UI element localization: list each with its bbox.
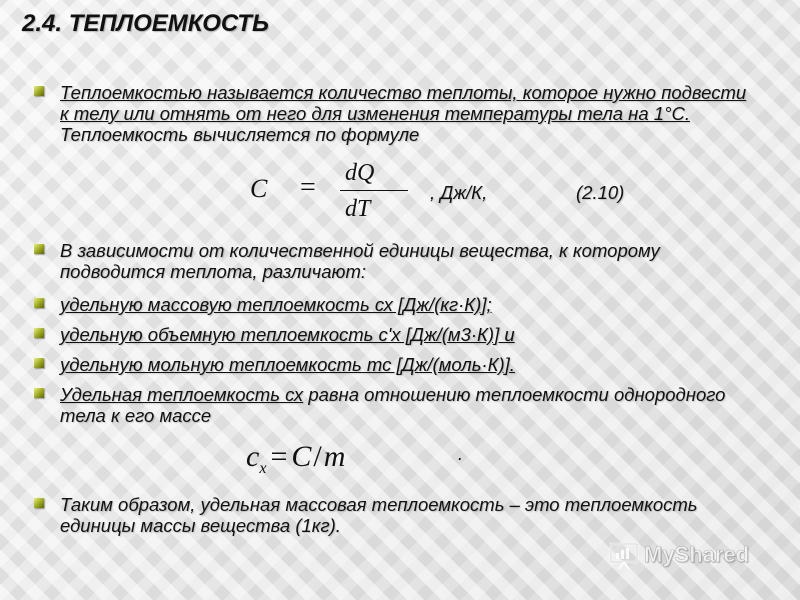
formula2-dot: . bbox=[458, 444, 464, 464]
specific-capacity-term: Удельная теплоемкость сх bbox=[60, 384, 304, 405]
formula-denominator: dT bbox=[345, 196, 371, 222]
presentation-board-icon bbox=[608, 540, 642, 570]
definition-continuation: Теплоемкость вычисляется по формуле bbox=[60, 124, 420, 145]
list-item-text: удельную объемную теплоемкость с'х [Дж/(м3·К)] и bbox=[60, 324, 515, 345]
list-item-text bbox=[60, 384, 754, 426]
heat-capacity-formula bbox=[250, 160, 670, 230]
formula2-m: m bbox=[323, 440, 346, 473]
bullet-icon bbox=[34, 388, 44, 398]
formula2-subscript: x bbox=[259, 460, 267, 477]
list-item-text: удельную мольную теплоемкость тс [Дж/(моль·К)]. bbox=[60, 354, 515, 375]
formula2-c: c bbox=[246, 440, 260, 473]
list-item-text bbox=[60, 82, 754, 145]
formula-lhs: C bbox=[250, 174, 268, 203]
watermark-text: MyShared bbox=[644, 542, 750, 567]
formula-equals: = bbox=[300, 172, 316, 203]
list-item-types-intro bbox=[34, 240, 754, 282]
bullet-icon bbox=[34, 358, 44, 368]
list-item-molar-capacity bbox=[34, 354, 754, 375]
formula2-slash: / bbox=[313, 440, 322, 473]
list-item-text: удельную массовую теплоемкость сх [Дж/(кг·К)]; bbox=[60, 294, 492, 315]
fraction-bar bbox=[340, 190, 408, 191]
bullet-icon bbox=[34, 328, 44, 338]
list-item-volume-capacity bbox=[34, 324, 754, 345]
page-title: 2.4. ТЕПЛОЕМКОСТЬ bbox=[22, 10, 269, 37]
list-item-mass-capacity bbox=[34, 294, 754, 315]
formula2-C: C bbox=[291, 440, 312, 473]
specific-capacity-continuation: равна отношению теплоемкости однородного тела к его массе bbox=[60, 384, 726, 426]
specific-capacity-formula bbox=[246, 440, 486, 480]
list-item-definition bbox=[34, 82, 754, 145]
formula-unit: , Дж/К, bbox=[430, 182, 488, 203]
list-item-specific-capacity bbox=[34, 384, 754, 426]
bullet-icon bbox=[34, 86, 44, 96]
formula-numerator: dQ bbox=[345, 160, 375, 186]
formula2-equals: = bbox=[270, 440, 288, 473]
list-item-text: Таким образом, удельная массовая теплоемкость – это теплоемкость единицы массы вещества (1кг). bbox=[60, 494, 698, 536]
bullet-icon bbox=[34, 298, 44, 308]
watermark-logo bbox=[608, 540, 778, 570]
list-item-conclusion bbox=[34, 494, 754, 536]
bullet-icon bbox=[34, 498, 44, 508]
formula-reference: (2.10) bbox=[576, 182, 625, 203]
definition-text: Теплоемкостью называется количество теплоты, которое нужно подвести к телу или отнять от него для изменения температуры тела на 1°С. bbox=[60, 82, 747, 124]
list-item-text: В зависимости от количественной единицы вещества, к которому подводится теплота, различают: bbox=[60, 240, 660, 282]
bullet-icon bbox=[34, 244, 44, 254]
